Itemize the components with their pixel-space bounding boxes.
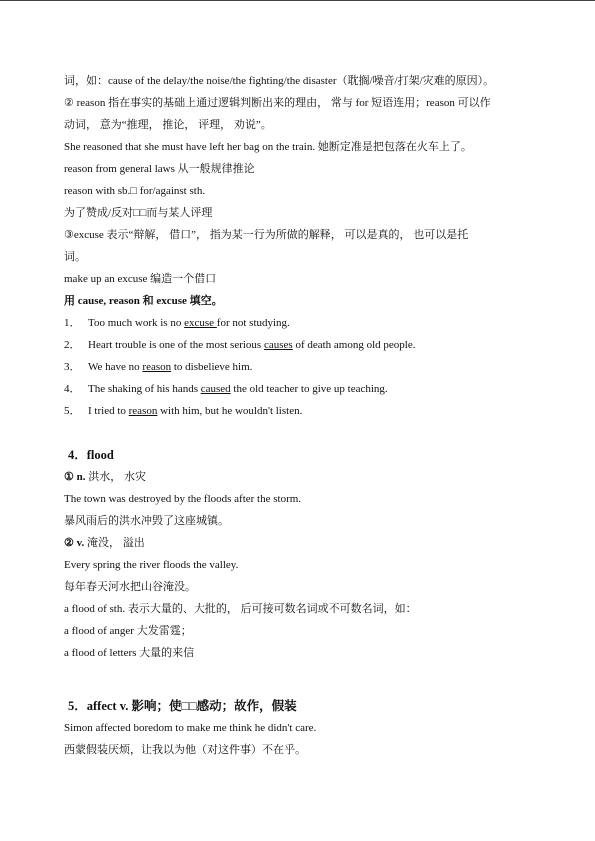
exercise-list: [64, 312, 544, 422]
exercise-text: Heart trouble is one of the most serious: [88, 339, 264, 351]
exercise-text: with him, but he wouldn't listen.: [157, 405, 303, 417]
exercise-text: the old teacher to give up teaching.: [230, 383, 388, 395]
exercise-text: I tried to: [88, 405, 129, 417]
exercise-answer: causes: [263, 339, 293, 351]
affect-example-en: Simon affected boredom to make me think he didn't care.: [64, 722, 317, 734]
flood-section: [64, 444, 544, 664]
exercise-number: 4．: [64, 383, 81, 395]
pos-label-verb: ② v.: [64, 537, 85, 549]
flood-noun-example-en: The town was destroyed by the floods after the storm.: [64, 493, 302, 505]
exercise-text: of death among old people.: [292, 339, 416, 351]
intro-line-8: ③excuse 表示“辩解， 借口”， 指为某一行为所做的解释， 可以是真的， 也可以是托: [64, 229, 469, 241]
exercise-number: 1．: [64, 317, 81, 329]
exercise-item: [64, 378, 544, 400]
top-rule: [0, 0, 595, 1]
intro-line-3: 动词， 意为“推理， 推论， 评理， 劝说”。: [64, 119, 272, 131]
exercise-text: to disbelieve him.: [171, 361, 253, 373]
exercise-item: [64, 312, 544, 334]
exercise-number: 2．: [64, 339, 81, 351]
exercise-text: Too much work is no: [88, 317, 185, 329]
intro-line-6: reason with sb.□ for/against sth.: [64, 185, 206, 197]
exercise-item: [64, 356, 544, 378]
intro-line-1: 词，如：cause of the delay/the noise/the fighting/the disaster（耽搁/噪音/打架/灾难的原因）。: [64, 75, 495, 87]
intro-line-5: reason from general laws 从一般规律推论: [64, 163, 255, 175]
intro-line-2: ② reason 指在事实的基础上通过逻辑判断出来的理由， 常与 for 短语连用；reason 可以作: [64, 97, 491, 109]
pos-label-noun: ① n.: [64, 471, 86, 483]
exercise-answer: caused: [200, 383, 231, 395]
exercise-answer: excuse: [184, 317, 217, 329]
exercise-instruction: 用 cause, reason 和 excuse 填空。: [64, 295, 223, 307]
exercise-answer: reason: [142, 361, 172, 373]
flood-phrase-note: a flood of sth. 表示大量的、大批的， 后可接可数名词或不可数名词，如：: [64, 603, 417, 615]
flood-noun-meaning: 洪水， 水灾: [85, 471, 146, 483]
intro-line-7: 为了赞成/反对□□而与某人评理: [64, 207, 213, 219]
flood-verb-example-zh: 每年春天河水把山谷淹没。: [64, 581, 196, 593]
flood-verb-meaning: 淹没， 溢出: [84, 537, 145, 549]
spacer: [64, 422, 544, 444]
affect-example-zh: 西蒙假装厌烦，让我以为他（对这件事）不在乎。: [64, 744, 306, 756]
spacer: [64, 686, 544, 695]
exercise-answer: reason: [128, 405, 158, 417]
intro-line-4: She reasoned that she must have left her bag on the train. 她断定准是把包落在火车上了。: [64, 141, 472, 153]
flood-heading: 4．flood: [68, 448, 114, 462]
affect-section: [64, 695, 544, 761]
flood-verb-line: [64, 532, 544, 554]
exercise-number: 3．: [64, 361, 81, 373]
exercise-text: The shaking of his hands: [88, 383, 201, 395]
flood-phrase-example: a flood of letters 大量的来信: [64, 647, 195, 659]
flood-noun-line: [64, 466, 544, 488]
spacer: [64, 664, 544, 686]
flood-noun-example-zh: 暴风雨后的洪水冲毁了这座城镇。: [64, 515, 229, 527]
flood-verb-example-en: Every spring the river floods the valley.: [64, 559, 239, 571]
intro-line-10: make up an excuse 编造一个借口: [64, 273, 217, 285]
exercise-item: [64, 400, 544, 422]
document-body: [64, 70, 544, 761]
flood-phrase-example: a flood of anger 大发雷霆；: [64, 625, 192, 637]
reason-cause-excuse-notes: [64, 70, 544, 312]
exercise-item: [64, 334, 544, 356]
exercise-number: 5．: [64, 405, 81, 417]
affect-heading: 5．affect v. 影响；使□□感动；故作，假装: [68, 699, 297, 713]
exercise-text: for not studying.: [216, 317, 290, 329]
exercise-text: We have no: [88, 361, 143, 373]
intro-line-9: 词。: [64, 251, 86, 263]
